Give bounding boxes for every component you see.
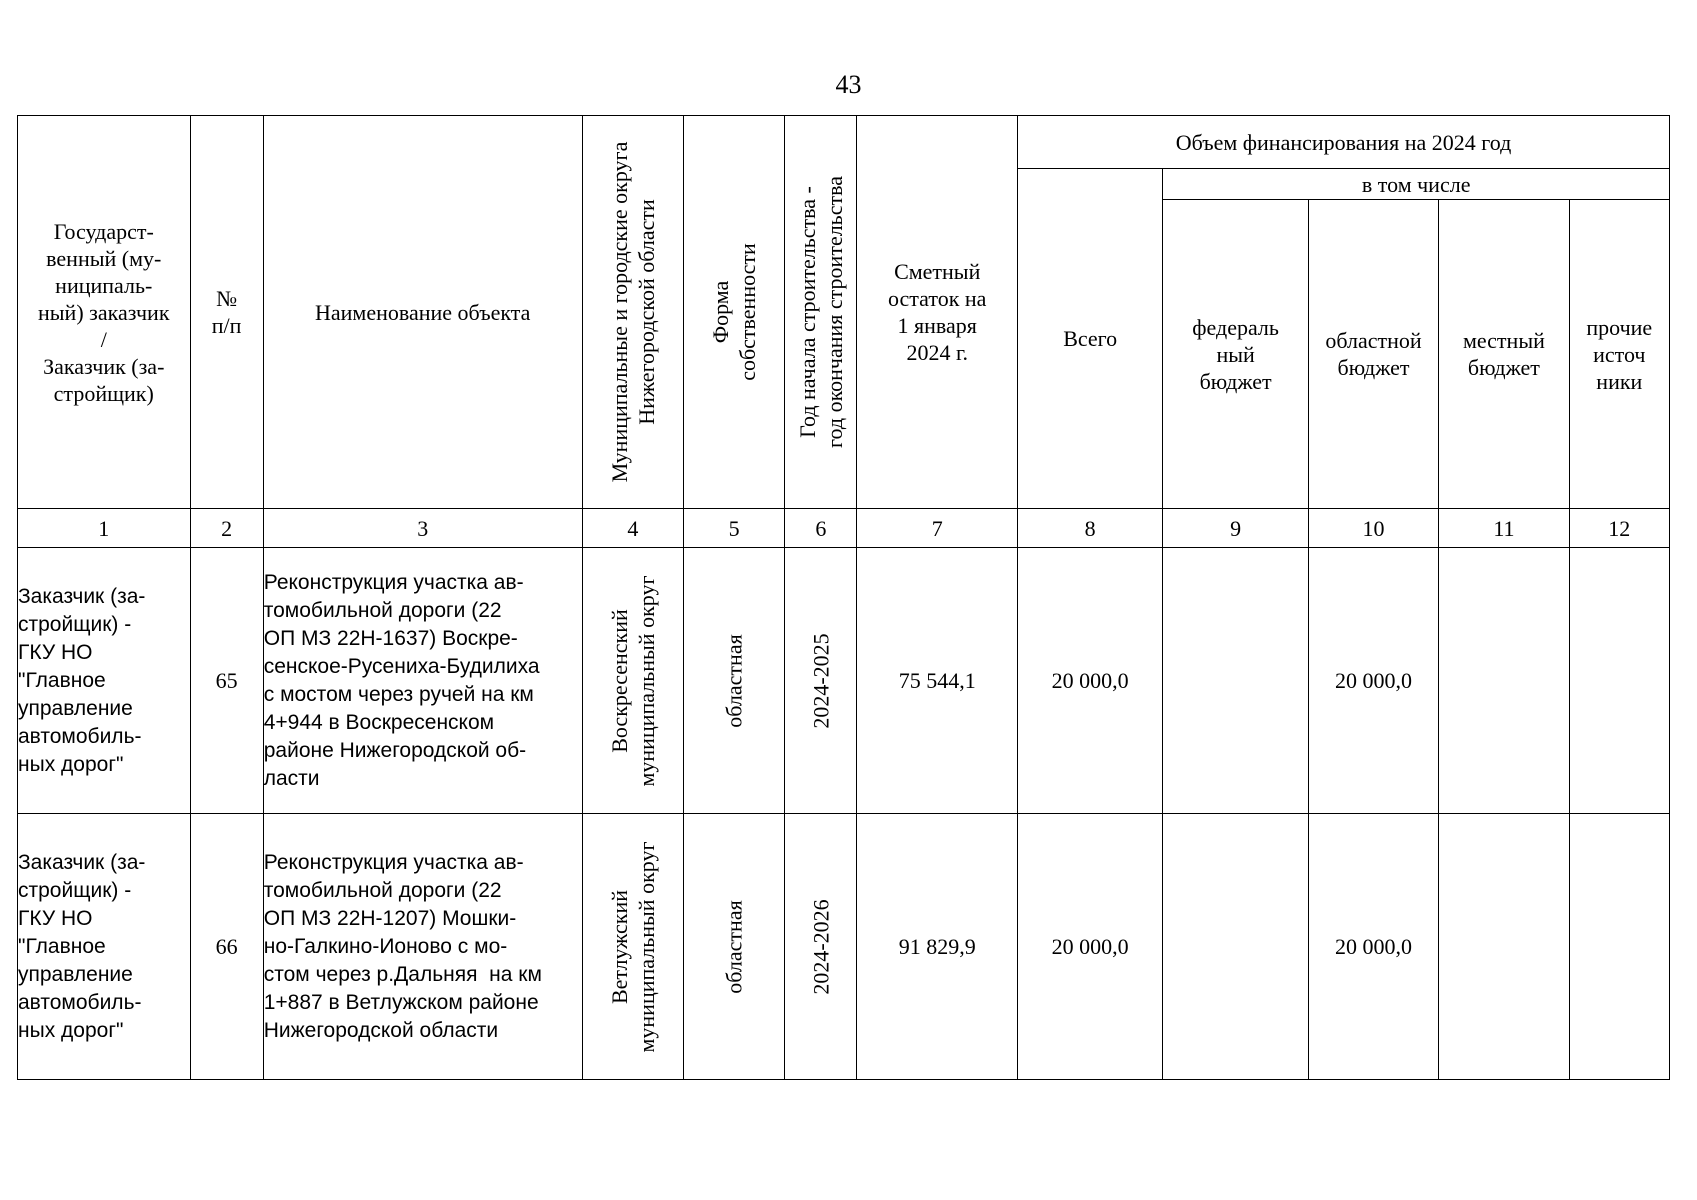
column-number: 12 (1569, 509, 1669, 548)
row-total: 20 000,0 (1017, 548, 1162, 814)
column-number: 3 (263, 509, 582, 548)
column-number: 5 (683, 509, 784, 548)
row-local (1439, 814, 1569, 1080)
column-number: 1 (18, 509, 191, 548)
header-object-name: Наименование объекта (263, 116, 582, 509)
header-districts: Муниципальные и городские округа Нижегородской области (582, 116, 683, 509)
column-number: 9 (1163, 509, 1308, 548)
row-federal (1163, 548, 1308, 814)
row-customer: Заказчик (за- стройщик) - ГКУ НО "Главное управление автомобиль- ных дорог" (18, 548, 191, 814)
row-years: 2024-2025 (785, 548, 857, 814)
row-object-name: Реконструкция участка ав- томобильной дороги (22 ОП МЗ 22Н-1207) Мошки- но-Галкино-Ионово с мо- стом через р.Дальняя на км 1+887 в Ветлужском районе Нижегородской области (263, 814, 582, 1080)
row-other (1569, 814, 1669, 1080)
row-customer: Заказчик (за- стройщик) - ГКУ НО "Главное управление автомобиль- ных дорог" (18, 814, 191, 1080)
header-customer: Государст- венный (му- ниципаль- ный) заказчик / Заказчик (за- стройщик) (18, 116, 191, 509)
row-federal (1163, 814, 1308, 1080)
header-regional: областной бюджет (1308, 200, 1438, 509)
row-ownership: областная (683, 548, 784, 814)
row-estimate: 91 829,9 (857, 814, 1017, 1080)
row-years: 2024-2026 (785, 814, 857, 1080)
header-ownership: Форма собственности (683, 116, 784, 509)
column-number: 7 (857, 509, 1017, 548)
row-local (1439, 548, 1569, 814)
column-number: 8 (1017, 509, 1162, 548)
row-district: Воскресенский муниципальный округ (582, 548, 683, 814)
row-num: 65 (190, 548, 263, 814)
page-number: 43 (835, 70, 862, 99)
header-num: № п/п (190, 116, 263, 509)
column-number: 2 (190, 509, 263, 548)
table-row (18, 548, 1670, 814)
row-regional: 20 000,0 (1308, 814, 1438, 1080)
header-federal: федераль ный бюджет (1163, 200, 1308, 509)
row-object-name: Реконструкция участка ав- томобильной дороги (22 ОП МЗ 22Н-1637) Воскре- сенское-Русениха-Будилиха с мостом через ручей на км 4+944 в Воскресенском районе Нижегородской об- ласти (263, 548, 582, 814)
row-district: Ветлужский муниципальный округ (582, 814, 683, 1080)
header-other: прочие источ ники (1569, 200, 1669, 509)
column-number: 11 (1439, 509, 1569, 548)
header-years: Год начала строительства - год окончания строительства (785, 116, 857, 509)
row-estimate: 75 544,1 (857, 548, 1017, 814)
column-number: 4 (582, 509, 683, 548)
row-num: 66 (190, 814, 263, 1080)
column-number: 6 (785, 509, 857, 548)
column-number: 10 (1308, 509, 1438, 548)
header-including: в том числе (1163, 169, 1670, 200)
header-local: местный бюджет (1439, 200, 1569, 509)
investment-table (17, 115, 1670, 1080)
table-row (18, 814, 1670, 1080)
header-row-1 (18, 116, 1670, 169)
row-ownership: областная (683, 814, 784, 1080)
row-other (1569, 548, 1669, 814)
header-total: Всего (1017, 169, 1162, 509)
row-total: 20 000,0 (1017, 814, 1162, 1080)
row-regional: 20 000,0 (1308, 548, 1438, 814)
header-estimate: Сметный остаток на 1 января 2024 г. (857, 116, 1017, 509)
column-number-row (18, 509, 1670, 548)
header-funding-group: Объем финансирования на 2024 год (1017, 116, 1669, 169)
